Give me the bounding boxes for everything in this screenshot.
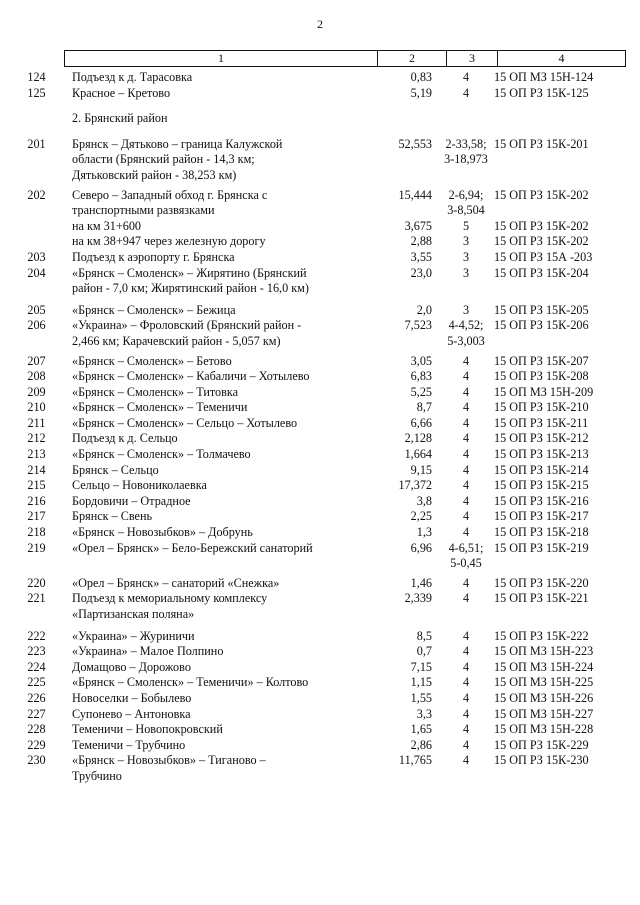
row-number: 227 [27, 706, 46, 721]
road-code: 15 ОП РЗ 15К-217 [494, 509, 589, 524]
road-length: 3,55 [410, 249, 432, 264]
row-number: 220 [27, 575, 46, 590]
road-code: 15 ОП РЗ 15К-212 [494, 431, 589, 446]
road-code: 15 ОП РЗ 15К-213 [494, 447, 589, 462]
row-number: 228 [27, 722, 46, 737]
road-name-line: «Брянск – Новозыбков» – Добрунь [72, 525, 253, 540]
row-number: 207 [27, 353, 46, 368]
road-category [440, 707, 492, 723]
road-category [440, 576, 492, 592]
row-number [0, 111, 68, 127]
road-code: 15 ОП РЗ 15К-221 [494, 591, 589, 606]
road-length: 1,15 [410, 675, 432, 690]
row-number: 201 [27, 136, 46, 151]
road-name [68, 250, 376, 266]
road-name-line: «Орел – Брянск» – санаторий «Снежка» [72, 575, 280, 590]
header-col-1: 1 [65, 51, 378, 67]
road-category [440, 447, 492, 463]
road-length [376, 111, 440, 127]
road-category [440, 137, 492, 184]
road-name-line: Теменичи – Новопокровский [72, 722, 223, 737]
road-name [68, 478, 376, 494]
row-number: 210 [27, 400, 46, 415]
road-length: 5,25 [410, 384, 432, 399]
row-number: 219 [27, 540, 46, 555]
road-code: 15 ОП МЗ 15Н-124 [494, 70, 594, 84]
road-category-line: 4 [462, 384, 470, 399]
road-name [68, 369, 376, 385]
road-name [68, 385, 376, 401]
road-length: 3,675 [404, 218, 432, 233]
road-name [68, 753, 376, 784]
road-name-line: Супонево – Антоновка [72, 706, 191, 721]
road-name-line: «Брянск – Смоленск» – Титовка [72, 384, 239, 399]
header-col-3: 3 [447, 51, 498, 67]
road-category-line: 4 [462, 70, 470, 84]
table-row [0, 738, 640, 754]
road-category-line: 4 [462, 509, 470, 524]
road-length: 1,65 [410, 722, 432, 737]
road-category [440, 111, 492, 127]
road-name [68, 541, 376, 572]
table-row [0, 318, 640, 349]
road-length: 2,339 [404, 591, 432, 606]
road-code: 15 ОП РЗ 15К-219 [494, 540, 589, 555]
row-number: 204 [27, 265, 46, 280]
road-category-line: 2-6,94; [448, 187, 484, 202]
road-length: 6,83 [410, 369, 432, 384]
road-code: 15 ОП МЗ 15Н-227 [494, 706, 594, 721]
table-row [0, 509, 640, 525]
road-length: 1,664 [404, 447, 432, 462]
road-category [440, 369, 492, 385]
road-category-line: 4 [462, 478, 470, 493]
road-length: 23,0 [410, 265, 432, 280]
road-category-line: 4 [462, 431, 470, 446]
road-name-line: Брянск – Дятьково – граница Калужской [72, 136, 283, 151]
road-category [440, 250, 492, 266]
road-name-line: «Украина» – Журиничи [72, 628, 195, 643]
road-length: 8,5 [416, 628, 432, 643]
row-number [0, 219, 68, 235]
row-number: 209 [27, 384, 46, 399]
road-category-line: 4 [462, 85, 470, 100]
road-category [440, 234, 492, 250]
road-name-line: Северо – Западный обход г. Брянска с [72, 187, 268, 202]
road-category [440, 738, 492, 754]
road-name-line: Сельцо – Новониколаевка [72, 478, 207, 493]
road-category-line: 4 [462, 353, 470, 368]
road-category [440, 86, 492, 102]
road-name [68, 219, 376, 235]
road-category-line: 4 [462, 690, 470, 705]
road-name-line: 2. Брянский район [72, 111, 168, 126]
table-row [0, 400, 640, 416]
table-row [0, 707, 640, 723]
road-category-line: 4 [462, 447, 470, 462]
road-name-line: Подъезд к аэропорту г. Брянска [72, 249, 235, 264]
road-code: 15 ОП РЗ 15К-222 [494, 628, 589, 643]
road-length: 8,7 [416, 400, 432, 415]
road-code: 15 ОП РЗ 15К-230 [494, 753, 589, 768]
road-category-line: 5-3,003 [447, 333, 485, 348]
road-code: 15 ОП РЗ 15К-220 [494, 575, 589, 590]
road-name [68, 738, 376, 754]
road-category [440, 591, 492, 622]
road-name-line: «Партизанская поляна» [72, 607, 195, 621]
row-number: 225 [27, 675, 46, 690]
road-code: 15 ОП РЗ 15К-201 [494, 136, 589, 151]
road-category-line: 4 [462, 722, 470, 737]
road-length: 5,19 [410, 85, 432, 100]
road-code: 15 ОП МЗ 15Н-225 [494, 675, 594, 690]
road-code: 15 ОП МЗ 15Н-209 [494, 384, 594, 399]
row-number: 211 [27, 415, 46, 430]
row-number: 224 [27, 659, 46, 674]
road-code: 15 ОП РЗ 15К-207 [494, 353, 589, 368]
table-row [0, 478, 640, 494]
header-col-4: 4 [498, 51, 626, 67]
road-category-line: 4-4,52; [448, 318, 484, 333]
road-category [440, 400, 492, 416]
road-name-line: Подъезд к д. Тарасовка [72, 70, 193, 84]
road-name-line: Дятьковский район - 38,253 км) [72, 167, 237, 182]
road-length: 2,128 [404, 431, 432, 446]
road-code: 15 ОП РЗ 15К-208 [494, 369, 589, 384]
road-category-line: 4 [462, 493, 470, 508]
road-name [68, 707, 376, 723]
road-name-line: «Украина» – Фроловский (Брянский район - [72, 318, 302, 333]
road-category [440, 318, 492, 349]
road-category-line: 4 [462, 644, 470, 659]
row-number: 213 [27, 447, 46, 462]
table-header [64, 50, 626, 67]
road-length: 1,46 [410, 575, 432, 590]
road-category-line: 4 [462, 591, 470, 606]
road-length: 3,05 [410, 353, 432, 368]
road-category [440, 494, 492, 510]
road-category-line: 3 [462, 265, 470, 280]
road-name [68, 416, 376, 432]
row-number: 221 [27, 591, 46, 606]
table-row [0, 494, 640, 510]
road-name-line: Новоселки – Бобылево [72, 690, 192, 705]
road-category [440, 463, 492, 479]
road-length: 15,444 [398, 187, 432, 202]
road-code: 15 ОП РЗ 15К-218 [494, 525, 589, 540]
table-row [0, 385, 640, 401]
road-length: 17,372 [398, 478, 432, 493]
road-category-line: 4 [462, 628, 470, 643]
road-name [68, 722, 376, 738]
row-number: 208 [27, 369, 46, 384]
road-length: 3,3 [416, 706, 432, 721]
road-name [68, 400, 376, 416]
row-number: 229 [27, 737, 46, 752]
table-row [0, 591, 640, 622]
road-category [440, 354, 492, 370]
road-code: 15 ОП РЗ 15А -203 [494, 249, 593, 264]
road-name-line: «Брянск – Смоленск» – Теменичи [72, 400, 248, 415]
road-length: 9,15 [410, 462, 432, 477]
road-code: 15 ОП РЗ 15К-205 [494, 302, 589, 317]
road-length: 0,83 [410, 70, 432, 84]
road-category-line: 4 [462, 659, 470, 674]
road-category [440, 478, 492, 494]
road-category-line: 3 [462, 302, 470, 317]
table-row [0, 541, 640, 572]
road-name-line: Подъезд к д. Сельцо [72, 431, 178, 446]
row-number: 124 [27, 70, 46, 84]
table-row [0, 354, 640, 370]
road-name [68, 303, 376, 319]
row-number: 222 [27, 628, 46, 643]
road-length: 1,55 [410, 690, 432, 705]
road-list [0, 70, 640, 785]
row-number: 214 [27, 462, 46, 477]
road-length: 11,765 [398, 753, 432, 768]
road-code: 15 ОП РЗ 15К-210 [494, 400, 589, 415]
road-category [440, 509, 492, 525]
road-code: 15 ОП РЗ 15К-204 [494, 265, 589, 280]
road-name [68, 86, 376, 102]
road-code: 15 ОП МЗ 15Н-226 [494, 690, 594, 705]
road-name-line: «Орел – Брянск» – Бело-Бережский санаторий [72, 540, 313, 555]
road-category [440, 385, 492, 401]
road-category [440, 691, 492, 707]
road-code: 15 ОП РЗ 15К-202 [494, 218, 589, 233]
row-number: 226 [27, 690, 46, 705]
row-number: 217 [27, 509, 46, 524]
road-category-line: 4 [462, 753, 470, 768]
road-length: 2,88 [410, 234, 432, 249]
road-code [492, 111, 622, 127]
road-category [440, 525, 492, 541]
road-name-line: Брянск – Сельцо [72, 462, 159, 477]
road-category-line: 3 [462, 249, 470, 264]
road-name [68, 691, 376, 707]
row-number: 230 [27, 753, 46, 768]
table-row [0, 250, 640, 266]
road-code: 15 ОП РЗ 15К-214 [494, 462, 589, 477]
row-number: 125 [27, 85, 46, 100]
road-code: 15 ОП МЗ 15Н-223 [494, 644, 594, 659]
road-category [440, 431, 492, 447]
road-category [440, 629, 492, 645]
road-name-line: Теменичи – Трубчино [72, 737, 186, 752]
road-name [68, 644, 376, 660]
road-category-line: 4 [462, 575, 470, 590]
road-name [68, 576, 376, 592]
road-category-line: 4 [462, 737, 470, 752]
road-category [440, 675, 492, 691]
road-name-line: Трубчино [72, 768, 122, 783]
road-category [440, 266, 492, 297]
table-row [0, 675, 640, 691]
table-row [0, 447, 640, 463]
road-length: 2,0 [416, 302, 432, 317]
road-name-line: «Брянск – Смоленск» – Кабаличи – Хотылево [72, 369, 310, 384]
table-row [0, 70, 640, 86]
road-category-line: 5 [462, 218, 470, 233]
table-row [0, 660, 640, 676]
road-length: 6,96 [410, 540, 432, 555]
road-category-line: 4 [462, 706, 470, 721]
road-category [440, 722, 492, 738]
road-category-line: 4 [462, 462, 470, 477]
road-name [68, 463, 376, 479]
road-code: 15 ОП РЗ 15К-215 [494, 478, 589, 493]
row-number: 216 [27, 493, 46, 508]
road-category-line: 2-33,58; [445, 136, 487, 151]
road-name-line: район - 7,0 км; Жирятинский район - 16,0 км) [72, 281, 309, 296]
road-code: 15 ОП МЗ 15Н-224 [494, 659, 594, 674]
table-row [0, 266, 640, 297]
road-length: 2,25 [410, 509, 432, 524]
road-length: 3,8 [416, 493, 432, 508]
road-length: 7,523 [404, 318, 432, 333]
road-name [68, 591, 376, 622]
road-name [68, 447, 376, 463]
table-row [0, 234, 640, 250]
road-code: 15 ОП МЗ 15Н-228 [494, 722, 594, 737]
road-category-line: 5-0,45 [450, 556, 482, 571]
road-name [68, 494, 376, 510]
road-category [440, 70, 492, 86]
road-name-line: транспортными развязками [72, 203, 215, 218]
table-row [0, 431, 640, 447]
road-name [68, 188, 376, 219]
table-row [0, 416, 640, 432]
road-category [440, 541, 492, 572]
road-length: 6,66 [410, 415, 432, 430]
road-category-line: 4 [462, 369, 470, 384]
road-name-line: «Брянск – Смоленск» – Бетово [72, 353, 232, 368]
road-name-line: «Брянск – Смоленск» – Бежица [72, 302, 236, 317]
row-number: 203 [27, 249, 46, 264]
road-code: 15 ОП РЗ 15К-229 [494, 737, 589, 752]
table-row [0, 644, 640, 660]
road-code: 15 ОП РЗ 15К-125 [494, 85, 589, 100]
road-name [68, 660, 376, 676]
road-name-line: «Брянск – Смоленск» – Жирятино (Брянский [72, 265, 307, 280]
road-name-line: «Брянск – Смоленск» – Толмачево [72, 447, 251, 462]
road-name-line: 2,466 км; Карачевский район - 5,057 км) [72, 333, 281, 348]
road-code: 15 ОП РЗ 15К-206 [494, 318, 589, 333]
table-row [0, 722, 640, 738]
road-name [68, 431, 376, 447]
row-number: 223 [27, 644, 46, 659]
road-code: 15 ОП РЗ 15К-211 [494, 415, 589, 430]
row-number: 206 [27, 318, 46, 333]
road-name-line: на км 38+947 через железную дорогу [72, 234, 266, 249]
table-row [0, 753, 640, 784]
road-length: 2,86 [410, 737, 432, 752]
road-name [68, 234, 376, 250]
road-name-line: Подъезд к мемориальному комплексу [72, 591, 268, 606]
road-length: 7,15 [410, 659, 432, 674]
road-code: 15 ОП РЗ 15К-202 [494, 187, 589, 202]
road-name [68, 70, 376, 86]
road-name-line: «Брянск – Смоленск» – Сельцо – Хотылево [72, 415, 298, 430]
road-name [68, 354, 376, 370]
road-category [440, 644, 492, 660]
table-row [0, 691, 640, 707]
road-length: 52,553 [398, 136, 432, 151]
row-number: 212 [27, 431, 46, 446]
road-category-line: 4 [462, 525, 470, 540]
road-name [68, 629, 376, 645]
road-category-line: 4 [462, 675, 470, 690]
row-number: 218 [27, 525, 46, 540]
road-name [68, 318, 376, 349]
road-name [68, 525, 376, 541]
header-col-2: 2 [378, 51, 447, 67]
road-category-line: 3-18,973 [444, 152, 488, 167]
row-number [0, 234, 68, 250]
road-length: 1,3 [416, 525, 432, 540]
road-category [440, 660, 492, 676]
road-name [68, 266, 376, 297]
road-name-line: «Брянск – Новозыбков» – Тиганово – [72, 753, 266, 768]
road-name [68, 137, 376, 184]
road-category-line: 3 [462, 234, 470, 249]
table-row [0, 303, 640, 319]
road-name-line: Домащово – Дорожово [72, 659, 191, 674]
page-number: 2 [317, 17, 323, 31]
road-name-line: Брянск – Свень [72, 509, 153, 524]
road-code: 15 ОП РЗ 15К-202 [494, 234, 589, 249]
table-row [0, 137, 640, 184]
table-row [0, 525, 640, 541]
table-row [0, 576, 640, 592]
road-name-line: «Украина» – Малое Полпино [72, 644, 224, 659]
road-category [440, 303, 492, 319]
table-row [0, 111, 640, 127]
road-name [68, 509, 376, 525]
table-row [0, 188, 640, 219]
road-name-line: области (Брянский район - 14,3 км; [72, 152, 255, 167]
road-name-line: на км 31+600 [72, 218, 142, 233]
road-category [440, 219, 492, 235]
road-category-line: 4 [462, 415, 470, 430]
road-code: 15 ОП РЗ 15К-216 [494, 493, 589, 508]
row-number: 215 [27, 478, 46, 493]
road-length: 0,7 [416, 644, 432, 659]
road-category-line: 4-6,51; [448, 540, 484, 555]
row-number: 205 [27, 302, 46, 317]
road-category-line: 3-8,504 [447, 203, 485, 218]
table-row [0, 629, 640, 645]
road-category [440, 753, 492, 784]
row-number: 202 [27, 187, 46, 202]
road-name-line: Красное – Кретово [72, 85, 171, 100]
road-name [68, 675, 376, 691]
road-category [440, 416, 492, 432]
road-name-line: «Брянск – Смоленск» – Теменичи» – Колтово [72, 675, 309, 690]
table-row [0, 86, 640, 102]
table-row [0, 369, 640, 385]
road-category-line: 4 [462, 400, 470, 415]
table-row [0, 463, 640, 479]
road-category [440, 188, 492, 219]
road-name-line: Бордовичи – Отрадное [72, 493, 191, 508]
table-row [0, 219, 640, 235]
road-name [68, 111, 376, 127]
